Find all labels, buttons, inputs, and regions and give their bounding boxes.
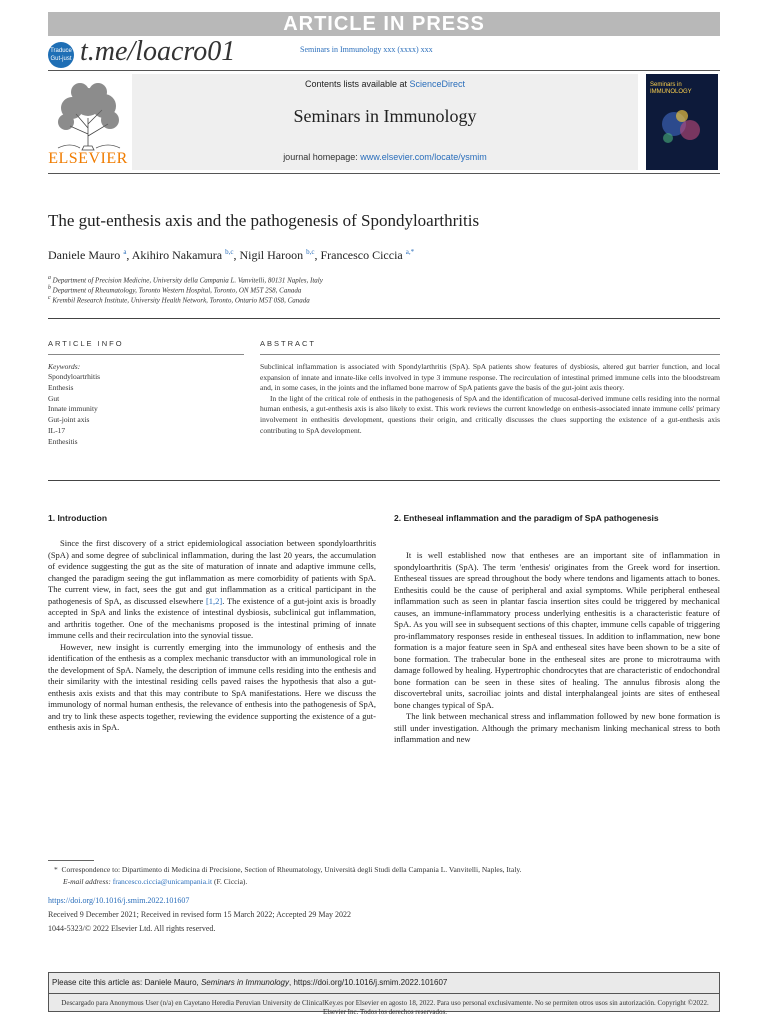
abstract-heading: ABSTRACT	[260, 339, 317, 348]
watermark	[48, 36, 278, 72]
abstract-text	[260, 362, 720, 436]
keyword: Innate immunity	[48, 404, 98, 414]
affiliation-text: Department of Rheumatology, Toronto Western Hospital, Toronto, ON M5T 2S8, Canada	[52, 286, 302, 295]
footnote-divider	[48, 860, 94, 861]
copyright-line: 1044-5323/© 2022 Elsevier Ltd. All rights reserved.	[48, 924, 216, 933]
author-name[interactable]: Akihiro Nakamura	[131, 248, 223, 262]
keyword: Spondyloartrhitis	[48, 372, 101, 381]
author-affiliation-marker[interactable]: a	[123, 248, 127, 256]
keyword: IL-17	[48, 425, 66, 435]
homepage-link[interactable]: www.elsevier.com/locate/ysmim	[360, 152, 487, 162]
keyword: Enthesitis	[48, 436, 78, 446]
affiliation	[48, 275, 323, 284]
body-paragraph	[48, 538, 376, 642]
cite-suffix: , https://doi.org/10.1016/j.smim.2022.101607	[289, 978, 448, 987]
watermark-text: t.me/loacro01	[80, 36, 236, 67]
article-info-divider	[48, 354, 244, 355]
author-affiliation-marker[interactable]: a,*	[405, 248, 415, 256]
body-text: . The existence of a gut-joint axis is broadly accepted in SpA and links the existence of intestinal dysbiosis, subclinical gut inflammation, and arthritis together. One of the mechanisms proposed is the intestinal priming of innate immune cells and their recirculation into the synovial tissue.	[48, 595, 376, 640]
section2-body	[394, 550, 720, 746]
email-link[interactable]: francesco.ciccia@unicampania.it	[112, 877, 213, 886]
affiliation-marker: a	[48, 275, 51, 281]
keyword: Gut	[48, 393, 60, 403]
section-heading-introduction: 1. Introduction	[48, 513, 108, 523]
abstract-paragraph: Subclinical inflammation is associated with Spondylarthritis (SpA). SpA patients show features of dysbiosis, altered gut barrier function, and local expansion of innate and innate-like cells involved in type 3 immune response. The recirculation of intestinal primed immune cells into the bloodstream and, in some cases, in the joints and the inflamed bone marrow of SpA patients gave the basis of the gut-joint axis theory.	[260, 362, 720, 393]
cite-divider	[48, 993, 720, 994]
keywords-label: Keywords:	[48, 362, 81, 371]
affiliation-marker: c	[48, 295, 51, 301]
received-dates: Received 9 December 2021; Received in revised form 15 March 2022; Accepted 29 May 2022	[48, 910, 352, 919]
article-in-press-banner: ARTICLE IN PRESS	[48, 12, 720, 36]
affiliation-text: Department of Precision Medicine, University della Campania L. Vanvitelli, 80131 Naples, Italy	[52, 276, 323, 285]
email-suffix: (F. Ciccia).	[212, 877, 248, 886]
author-name[interactable]: Daniele Mauro	[48, 248, 121, 262]
affiliation-marker: b	[48, 285, 51, 291]
footnote-marker: *	[54, 865, 58, 874]
email-label: E-mail address:	[63, 877, 113, 886]
elsevier-logo-text: ELSEVIER	[48, 150, 128, 167]
journal-homepage-line	[132, 152, 638, 162]
cover-title: Seminars in IMMUNOLOGY	[650, 82, 692, 95]
body-paragraph: It is well established now that entheses are an important site of inflammation in spondyloarthritis (SpA). The term 'enthesis' originates from the Greek word for insertion. Entheseal tissues are spread throughout the body where tendons and ligaments attach to bones. Enthesitis could be the cause of peripheral and axial symptoms. While peripheral entheseal inflammation such as seen in plantar fascia insertion sites could be triggered by mechanical causes, an immune-inflammatory process underlying enthesitis is a characteristic feature of SpA. As you will see in subsequent sections of this chapter, immune cells capable of triggering pro-inflammatory responses reside in entheseal tissues. In addition to inflammation, new bone formation is a major feature seen in SpA and entheseal sites have been shown to be a site of bone formation. The trabecular bone in the entheseal sites are prone to microtrauma with damage followed by healing. Hypertrophic chondrocytes that are characteristic of endochondral bone formation can be seen in these sites of healing. The annulus fibrosis along the discovertebral units, sacroiliac joints and distal interphalangeal joints are sites of entheseal bone changes typical of SpA.	[394, 550, 720, 710]
body-paragraph: However, new insight is currently emerging into the immunology of enthesis and the identification of the enthesis as a complex mechanic transductor with an immunological role in the development of SpA. Namely, the description of immune cells residing into the enthesis and their similarity with the intestinal residing cells paved raises the hypothesis that also a gut-enthesis axis exists and that this may contribute to SpA manifestations. Here we discuss the immunology of normal human enthesis, the relevance of enthesis into the pathogenesis of SpA, and try to link these aspects together, reviewing the evidence supporting the existence of a gut-enthesis axis in SpA.	[48, 641, 376, 732]
section-heading-entheseal-inflammation: 2. Entheseal inflammation and the paradigm of SpA pathogenesis	[394, 513, 659, 523]
article-info-heading: ARTICLE INFO	[48, 339, 124, 348]
author-list: Daniele Mauro $^a$, Akihiro Nakamura $^{b,c}$, Nigil Haroon $^{b,c}$, Francesco Ciccia $^{a,*}$	[48, 248, 415, 262]
affiliation-text: Krembil Research Institute, University Health Network, Toronto, Ontario M5T 0S8, Canada	[52, 296, 310, 305]
contents-available-line	[132, 79, 638, 89]
author-affiliation-marker[interactable]: b,c	[225, 248, 234, 256]
paper-title: The gut-enthesis axis and the pathogenesis of Spondyloarthritis	[48, 211, 480, 230]
reference-link[interactable]: [1,2]	[205, 595, 223, 606]
correspondence-footnote	[54, 864, 522, 888]
homepage-prefix: journal homepage:	[283, 152, 361, 162]
affiliation	[48, 285, 301, 294]
cite-this-article	[52, 978, 447, 987]
section-divider	[48, 480, 720, 481]
cite-journal: Seminars in Immunology	[200, 978, 290, 987]
abstract-divider	[260, 354, 720, 355]
keyword: Enthesis	[48, 382, 74, 392]
download-notice: Descargado para Anonymous User (n/a) en Cayetano Heredia Peruvian University de ClinicalKey.es por Elsevier en agosto 18, 2022. Para uso personal exclusivamente. No se permiten otros usos sin autorización. Copyright ©2022. Elsevier Inc. Todos los derechos reservados.	[61, 999, 709, 1016]
body-text: Since the first discovery of a strict epidemiological association between spondyloarthritis (SpA) and some degree of subclinical inflammation, during the last 20 years, the accumulation of evidence suggesting the gut as the site of maturation of innate and adaptive immune cells, changed the paradigm seeing the gut inflammation as mere comorbidity of patients with SpA. The current view, in fact, sees the gut and gut inflammation as a critical participant in the pathogenesis of SpA, as discussed elsewhere	[48, 538, 376, 606]
author-affiliation-marker[interactable]: b,c	[306, 248, 315, 256]
cite-prefix: Please cite this article as: Daniele Mauro,	[52, 978, 201, 987]
keyword-list	[48, 372, 100, 448]
introduction-body	[48, 538, 376, 734]
author-name[interactable]: Nigil Haroon	[239, 248, 304, 262]
correspondence-text: Correspondence to: Dipartimento di Medicina di Precisione, Section of Rheumatology, Università degli Studi della Campania L. Vanvitelli, Naples, Italy.	[61, 865, 522, 874]
journal-title: Seminars in Immunology	[293, 106, 477, 126]
abstract-paragraph: In the light of the critical role of enthesis in the pathogenesis of SpA and the identification of mucosal-derived immune cells residing into the normal human enthesis, a gut-enthesis axis is also likely to exist. This work reviews the current knowledge on enthesis-associated innate immune cells' primary involvement in enthesitis development, questions their origin, and critically discusses the clues supporting the existence of a gut-enthesis axis contributing to SpA development.	[260, 393, 720, 435]
watermark-badge-icon: Traduce Gut-just	[48, 42, 74, 68]
contents-prefix: Contents lists available at	[304, 79, 410, 89]
body-paragraph: The link between mechanical stress and inflammation followed by new bone formation is still under investigation. Although the primary mechanism linking mechanical stress to both inflammation and new	[394, 711, 720, 744]
cover-artwork-icon	[654, 102, 710, 152]
journal-cover-image	[646, 74, 718, 170]
affiliation	[48, 295, 310, 304]
doi-link[interactable]: https://doi.org/10.1016/j.smim.2022.101607	[48, 896, 190, 905]
sciencedirect-link[interactable]: ScienceDirect	[409, 79, 466, 89]
keyword: Gut-joint axis	[48, 415, 90, 425]
section-divider	[48, 318, 720, 319]
author-name[interactable]: Francesco Ciccia	[320, 248, 403, 262]
journal-citation-link[interactable]: Seminars in Immunology xxx (xxxx) xxx	[300, 45, 433, 54]
